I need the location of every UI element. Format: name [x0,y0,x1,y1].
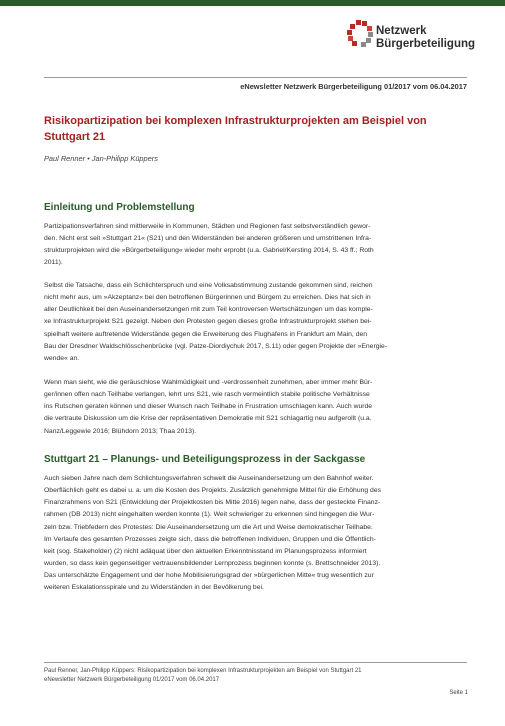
page-number: Seite 1 [449,690,468,696]
section-heading-stuttgart21: Stuttgart 21 – Planungs- und Beteiligungsprozess in der Sackgasse [44,454,366,465]
logo-text-line2: Bürgerbeteiligung [376,38,476,50]
logo-text-line1: Netzwerk [376,25,427,37]
footer-divider [44,662,467,663]
header-divider [44,77,467,78]
paragraph-2: Selbst die Tatsache, dass ein Schlichterspruch und eine Volksabstimmung zustande gekommen sind, reichen nicht mehr aus, um »Akzeptanz« bei den betroffenen Bürgerinnen und Bürgern zu erreichen. Dies hat sich in aller Deutlichkeit bei den Auseinandersetzungen mit zum Teil kontroversen Wertschätzungen um das komple- xe Infrastrukturprojekt S21 gezeigt. Neben den Protesten gegen dieses große Infrastrukturprojekt stehen bei- spielhaft weitere auftretende Widerstände gegen die Erweiterung des Flughafens in Frankfurt am Main, den Bau der Dresdner Waldschlösschenbrücke (vgl. Patze-Diordiychuk 2017, S.11) oder gegen Projekte der »Energie- wende« an. [44,282,388,362]
article-authors: Paul Renner • Jan-Philipp Küppers [44,154,158,163]
footer-citation: Paul Renner, Jan-Philipp Küppers: Risikopartizipation bei komplexen Infrastrukturprojekten am Beispiel von Stuttgart 21 [44,668,362,674]
paragraph-3: Wenn man sieht, wie die geräuschlose Wahlmüdigkeit und -verdrossenheit zunehmen, aber immer mehr Bür- ger/innen offen nach Teilhabe verlangen, lehrt uns S21, wie rasch vermeintlich stabile politische Verhältnisse ins Rutschen geraten können und dieser Wunsch nach Teilhabe in Frustration umschlagen kann. Auch wurde die vertraute Diskussion um die Krise der repräsentativen Demokratie mit S21 schlagartig neu aufgerollt (u.a. Nanz/Leggewie 2016; Blühdorn 2013; Thaa 2013). [44,379,373,435]
footer-newsletter: eNewsletter Netzwerk Bürgerbeteiligung 01/2017 vom 06.04.2017 [44,677,220,683]
top-color-bar [0,0,505,6]
newsletter-issue: eNewsletter Netzwerk Bürgerbeteiligung 01/2017 vom 06.04.2017 [240,82,467,91]
section-heading-introduction: Einleitung und Problemstellung [44,202,195,213]
paragraph-4: Auch sieben Jahre nach dem Schlichtungsverfahren schwelt die Auseinandersetzung um den Bahnhof weiter. Oberflächlich geht es dabei u. a. um die Kosten des Projekts. Zusätzlich genehmigte Mittel für die Erhöhung des Finanzrahmens von S21 (Entwicklung der Projektkosten bis Mitte 2016) legen nahe, dass der gesteckte Finanz- rahmen (DB 2013) nicht eingehalten werden konnte (1). Weit schwieriger zu erkennen sind hingegen die Wur- zeln bzw. Triebfedern des Protestes: Die Auseinandersetzung um die Art und Weise demokratischer Teilhabe. Im Verlaufe des gesamten Prozesses zeigte sich, dass die betroffenen Individuen, Gruppen und die Öffentlich- keit (sog. Stakeholder) (2) nicht adäquat über den aktuellen Erkenntnisstand im Planungsprozess informiert wurden, so dass kein gegenseitiger vertrauensbildender Lernprozess beginnen konnte (s. Brettschneider 2013). Das unterschätzte Engagement und der hohe Mobilisierungsgrad der »bürgerlichen Mitte« trug wesentlich zur weiteren Eskalationsspirale und zu Widerständen in der Bevölkerung bei. [44,475,382,592]
netzwerk-logo [346,20,486,62]
paragraph-1: Partizipationsverfahren sind mittlerweile in Kommunen, Städten und Regionen fast selbstverständlich gewor- den. Nicht erst seit »Stuttgart 21« (S21) und den Widerständen bei anderen größeren und umstrittenen Infra- strukturprojekten wird die »Bürgerbeteiligung« wieder mehr erprobt (u.a. Gabriel/Kersting 2014, S. 43 ff.; Roth 2011). [44,223,374,267]
logo-mark-icon [346,20,374,50]
article-title: Risikopartizipation bei komplexen Infrastrukturprojekten am Beispiel von Stuttgart 21 [44,115,427,143]
